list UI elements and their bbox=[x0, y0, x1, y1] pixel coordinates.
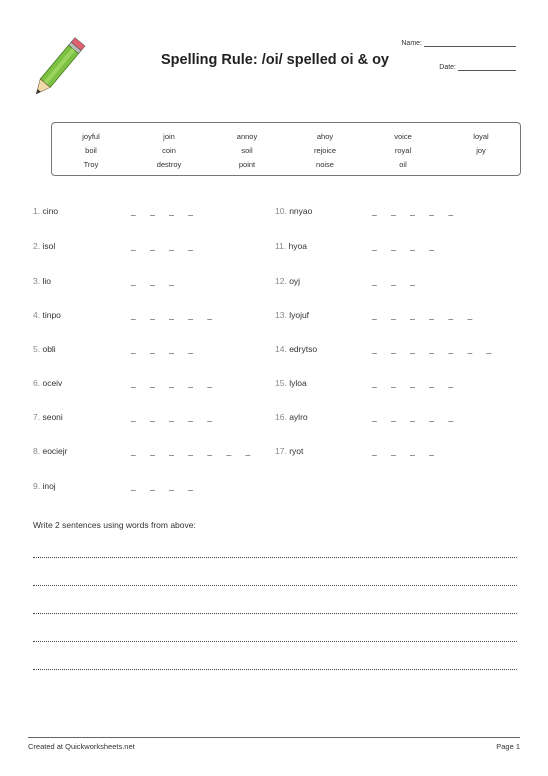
answer-blanks[interactable]: _ _ _ _ bbox=[372, 446, 440, 456]
word-bank-item: joy bbox=[476, 146, 486, 155]
problem-item bbox=[275, 310, 309, 320]
problem-number: 13. bbox=[275, 310, 287, 320]
problem-item bbox=[33, 310, 61, 320]
writing-line[interactable] bbox=[33, 669, 517, 670]
answer-blanks[interactable]: _ _ _ _ _ bbox=[131, 378, 219, 388]
problem-number: 12. bbox=[275, 276, 287, 286]
scrambled-word: lio bbox=[42, 276, 51, 286]
problem-number: 7. bbox=[33, 412, 41, 422]
name-field[interactable] bbox=[401, 40, 516, 47]
problem-number: 3. bbox=[33, 276, 41, 286]
answer-blanks[interactable]: _ _ _ _ _ bbox=[372, 206, 460, 216]
footer-divider bbox=[28, 737, 520, 738]
answer-blanks[interactable]: _ _ _ _ bbox=[131, 481, 199, 491]
answer-blanks[interactable]: _ _ _ _ _ bbox=[372, 412, 460, 422]
problem-item bbox=[275, 446, 303, 456]
problem-item bbox=[33, 481, 56, 491]
word-bank-item: destroy bbox=[156, 160, 182, 169]
writing-line[interactable] bbox=[33, 613, 517, 614]
problem-number: 16. bbox=[275, 412, 287, 422]
problem-item bbox=[33, 446, 68, 456]
word-bank-item: joyful bbox=[82, 132, 100, 141]
problem-item bbox=[33, 378, 62, 388]
word-bank-item: boil bbox=[85, 146, 97, 155]
word-bank-item: oil bbox=[399, 160, 407, 169]
name-label: Name: bbox=[401, 40, 422, 47]
scrambled-word: nnyao bbox=[289, 206, 313, 216]
page-number: Page 1 bbox=[496, 742, 520, 751]
problem-number: 11. bbox=[275, 241, 287, 251]
problem-number: 14. bbox=[275, 344, 287, 354]
answer-blanks[interactable]: _ _ _ _ _ bbox=[131, 412, 219, 422]
problem-number: 1. bbox=[33, 206, 41, 216]
word-bank-item: voice bbox=[394, 132, 412, 141]
answer-blanks[interactable]: _ _ _ _ bbox=[372, 241, 440, 251]
problem-item bbox=[275, 344, 317, 354]
problem-number: 6. bbox=[33, 378, 41, 388]
scrambled-word: tinpo bbox=[42, 310, 61, 320]
answer-blanks[interactable]: _ _ _ _ _ bbox=[372, 378, 460, 388]
problem-item bbox=[33, 241, 55, 251]
problem-number: 8. bbox=[33, 446, 41, 456]
problem-number: 2. bbox=[33, 241, 41, 251]
problem-number: 10. bbox=[275, 206, 287, 216]
name-line[interactable] bbox=[424, 46, 516, 47]
problem-number: 15. bbox=[275, 378, 287, 388]
scrambled-word: edrytso bbox=[289, 344, 318, 354]
word-bank-item: noise bbox=[316, 160, 334, 169]
problem-item bbox=[33, 344, 56, 354]
scrambled-word: ryot bbox=[289, 446, 304, 456]
answer-blanks[interactable]: _ _ _ _ bbox=[131, 241, 199, 251]
problem-item bbox=[275, 378, 307, 388]
word-bank-item: coin bbox=[162, 146, 176, 155]
problem-item bbox=[275, 241, 307, 251]
date-field[interactable] bbox=[439, 64, 516, 71]
problem-number: 17. bbox=[275, 446, 287, 456]
problem-number: 9. bbox=[33, 481, 41, 491]
answer-blanks[interactable]: _ _ _ bbox=[131, 276, 180, 286]
answer-blanks[interactable]: _ _ _ _ _ bbox=[131, 310, 219, 320]
word-bank-item: join bbox=[163, 132, 175, 141]
word-bank-item: loyal bbox=[473, 132, 489, 141]
writing-line[interactable] bbox=[33, 641, 517, 642]
problem-number: 4. bbox=[33, 310, 41, 320]
writing-line[interactable] bbox=[33, 557, 517, 558]
scrambled-word: hyoa bbox=[288, 241, 307, 251]
date-line[interactable] bbox=[458, 70, 516, 71]
answer-blanks[interactable]: _ _ _ bbox=[372, 276, 421, 286]
answer-blanks[interactable]: _ _ _ _ _ _ _ bbox=[372, 344, 498, 354]
scrambled-word: inoj bbox=[42, 481, 56, 491]
word-bank-item: ahoy bbox=[316, 132, 334, 141]
problem-item bbox=[275, 276, 300, 286]
problem-item bbox=[275, 206, 312, 216]
word-bank-item: soil bbox=[241, 146, 253, 155]
pencil-icon bbox=[28, 28, 90, 104]
problem-number: 5. bbox=[33, 344, 41, 354]
problem-item bbox=[33, 276, 51, 286]
answer-blanks[interactable]: _ _ _ _ bbox=[131, 206, 199, 216]
scrambled-word: oyj bbox=[289, 276, 301, 286]
word-bank-item: point bbox=[238, 160, 256, 169]
word-bank-item: Troy bbox=[83, 160, 99, 169]
scrambled-word: seoni bbox=[42, 412, 63, 422]
problem-item bbox=[33, 206, 58, 216]
scrambled-word: eociejr bbox=[42, 446, 68, 456]
page-title: Spelling Rule: /oi/ spelled oi & oy bbox=[161, 52, 389, 68]
scrambled-word: oceiv bbox=[42, 378, 63, 388]
scrambled-word: isol bbox=[42, 241, 56, 251]
scrambled-word: lyojuf bbox=[289, 310, 310, 320]
answer-blanks[interactable]: _ _ _ _ bbox=[131, 344, 199, 354]
scrambled-word: aylro bbox=[289, 412, 308, 422]
sentence-instructions: Write 2 sentences using words from above: bbox=[33, 520, 196, 530]
word-bank bbox=[51, 122, 521, 176]
word-bank-item: rejoice bbox=[313, 146, 337, 155]
date-label: Date: bbox=[439, 64, 456, 71]
answer-blanks[interactable]: _ _ _ _ _ _ _ bbox=[131, 446, 257, 456]
scrambled-word: obli bbox=[42, 344, 56, 354]
word-bank-item: annoy bbox=[236, 132, 258, 141]
scrambled-word: lyloa bbox=[289, 378, 307, 388]
scrambled-word: cino bbox=[42, 206, 59, 216]
footer-credit: Created at Quickworksheets.net bbox=[28, 742, 135, 751]
answer-blanks[interactable]: _ _ _ _ _ _ bbox=[372, 310, 479, 320]
problem-item bbox=[33, 412, 63, 422]
writing-line[interactable] bbox=[33, 585, 517, 586]
word-bank-item: royal bbox=[394, 146, 412, 155]
problem-item bbox=[275, 412, 308, 422]
